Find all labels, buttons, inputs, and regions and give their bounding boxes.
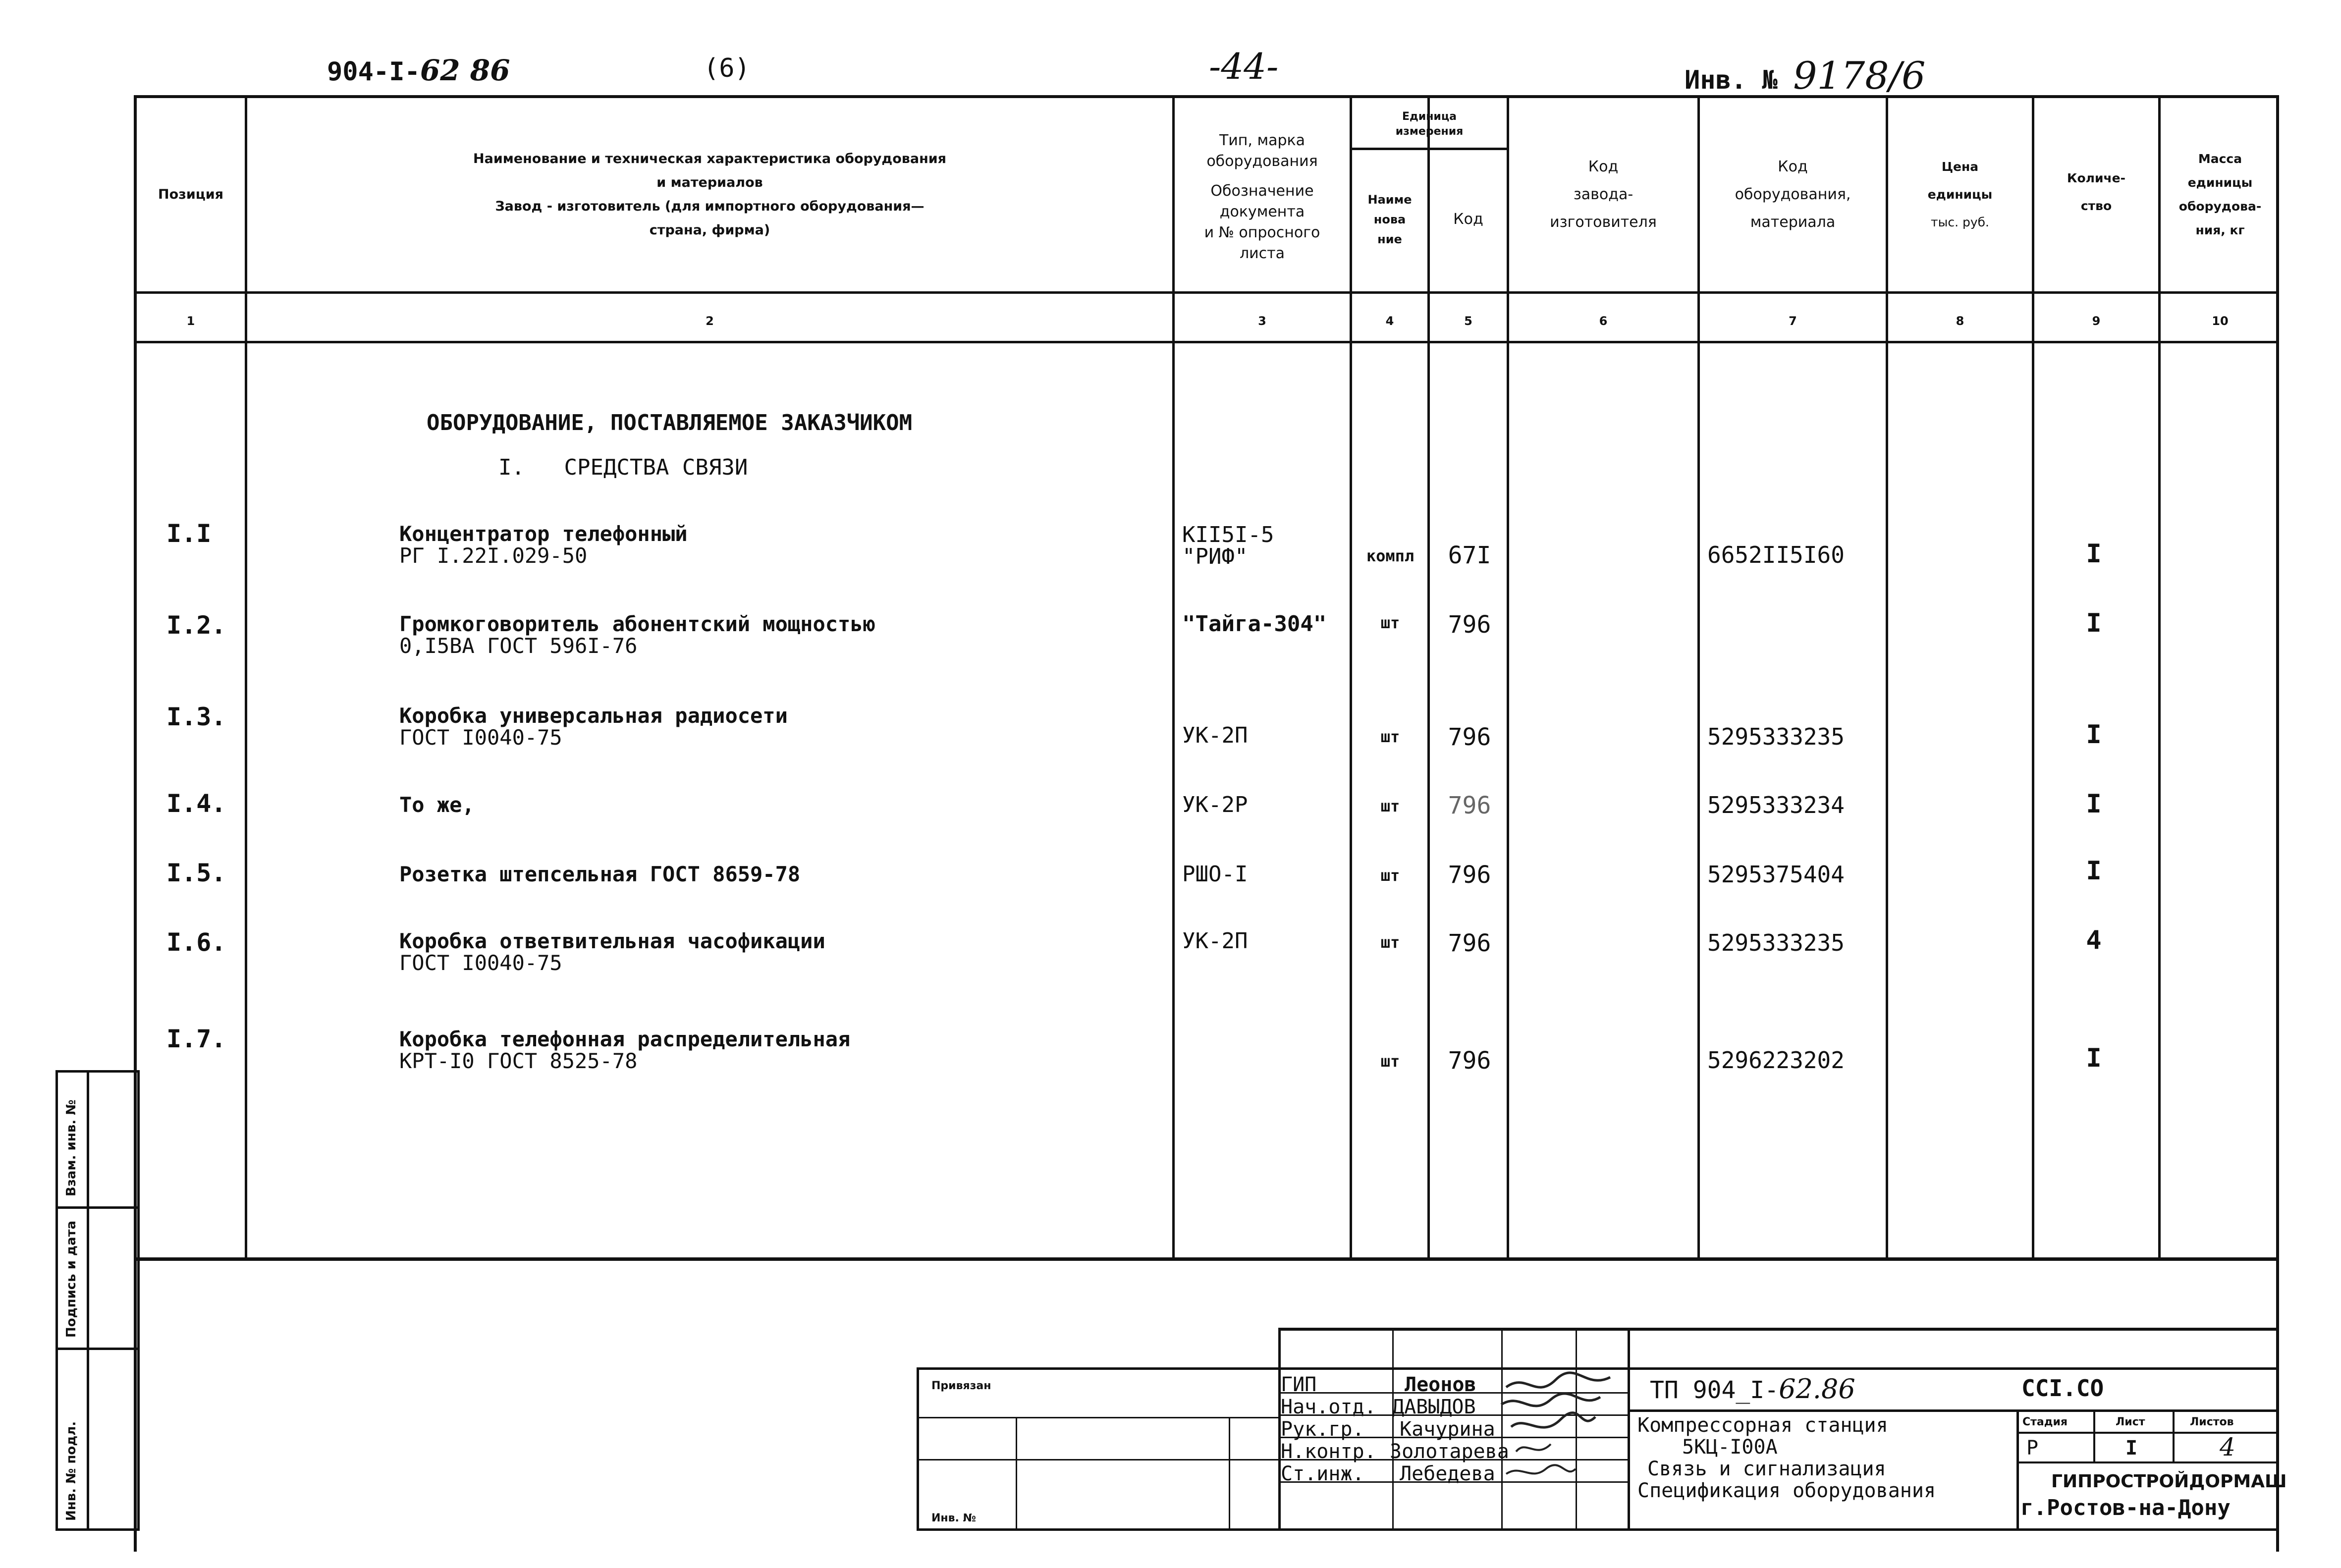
row-name bbox=[399, 523, 688, 567]
row-position: I.7. bbox=[166, 1025, 226, 1053]
row-type bbox=[1182, 794, 1248, 816]
tb-line bbox=[1392, 1328, 1394, 1531]
tb-role-engineer: Ст.инж. bbox=[1281, 1462, 1364, 1485]
header-mass-line: единицы bbox=[2187, 175, 2253, 190]
row-type-line: "РИФ" bbox=[1182, 544, 1248, 569]
row-name bbox=[399, 864, 800, 885]
row-name bbox=[399, 794, 475, 816]
tb-line bbox=[1016, 1417, 1017, 1528]
section-subtitle bbox=[498, 455, 748, 480]
header-type-line: листа bbox=[1239, 245, 1285, 262]
row-type-line: УК-2Р bbox=[1182, 792, 1248, 817]
column-number: 5 bbox=[1464, 314, 1472, 328]
row-type bbox=[1182, 524, 1274, 568]
tb-sheet: I bbox=[2125, 1437, 2138, 1460]
column-number: 7 bbox=[1789, 314, 1797, 328]
row-quantity: I bbox=[2086, 1043, 2102, 1073]
row-equipment-code: 5295375404 bbox=[1707, 861, 1845, 888]
header-unit-name bbox=[1352, 158, 1427, 281]
signature-1 bbox=[1506, 1373, 1610, 1387]
tb-line bbox=[2016, 1432, 2279, 1434]
row-type-line: КII5I-5 bbox=[1182, 522, 1274, 547]
row-name-line: То же, bbox=[399, 793, 475, 817]
tb-line bbox=[917, 1459, 1278, 1460]
section-subtitle-number: I. bbox=[498, 455, 525, 480]
tb-role-group: Рук.гр. bbox=[1281, 1418, 1364, 1441]
header-equipment-code-line: материала bbox=[1750, 214, 1836, 231]
title-block bbox=[917, 1328, 2287, 1531]
header-name-line: Наименование и техническая характеристика оборудования bbox=[473, 151, 946, 166]
row-name-line: Концентратор телефонный bbox=[399, 522, 688, 546]
header-quantity bbox=[2034, 138, 2158, 247]
row-name-line: РГ I.22I.029-50 bbox=[399, 543, 588, 568]
row-type-line: "Тайга-304" bbox=[1182, 611, 1327, 637]
header-position-label: Позиция bbox=[158, 187, 224, 202]
signature-4 bbox=[1516, 1444, 1551, 1452]
header-type-line: и № опросного bbox=[1204, 224, 1320, 241]
row-name-line: Громкоговоритель абонентский мощностью bbox=[399, 612, 875, 636]
row-unit-code: 796 bbox=[1448, 792, 1491, 819]
header-price-line: Цена bbox=[1941, 160, 1979, 174]
header-name-line: и материалов bbox=[656, 175, 763, 190]
header-name-line: Завод - изготовитель (для импортного оборудования— bbox=[495, 199, 925, 214]
header-mass-line: ния, кг bbox=[2195, 223, 2245, 237]
margin-replace-inv: Взам. инв. № bbox=[64, 1099, 79, 1196]
header-unit-line: измерения bbox=[1395, 125, 1464, 138]
tb-name-head: ДАВЫДОВ bbox=[1392, 1396, 1476, 1418]
row-position: I.4. bbox=[166, 789, 226, 818]
row-unit-code: 796 bbox=[1448, 611, 1491, 639]
header-type-line: Тип, марка bbox=[1219, 132, 1306, 149]
tb-project-code-printed: ТП 904_I- bbox=[1650, 1376, 1779, 1404]
row-type-line: УК-2П bbox=[1182, 723, 1248, 748]
tb-name-control: Золотарева bbox=[1390, 1440, 1509, 1463]
tb-privyazan: Привязан bbox=[931, 1380, 991, 1392]
header-unit-name-line: Наиме bbox=[1367, 193, 1412, 207]
tb-line bbox=[2016, 1461, 2279, 1463]
row-type bbox=[1182, 725, 1248, 747]
tb-role-gip: ГИП bbox=[1281, 1373, 1317, 1396]
tb-name-gip: Леонов bbox=[1405, 1373, 1476, 1396]
row-name bbox=[399, 613, 875, 657]
tb-line bbox=[917, 1528, 2279, 1531]
header-mass-line: оборудова- bbox=[2178, 199, 2262, 214]
header-type-line: Обозначение bbox=[1210, 182, 1314, 200]
header-price-line: единицы bbox=[1927, 187, 1993, 202]
signature-5 bbox=[1506, 1465, 1576, 1474]
tb-description bbox=[1637, 1414, 1936, 1502]
tb-org: ГИПРОСТРОЙДОРМАШ bbox=[2051, 1471, 2287, 1492]
row-name-line: Коробка ответвительная часофикации bbox=[399, 929, 825, 953]
tb-line bbox=[917, 1417, 1278, 1418]
header-unit-name-line: ние bbox=[1377, 232, 1402, 246]
row-name-line: Розетка штепсельная ГОСТ 8659-78 bbox=[399, 862, 801, 886]
tb-project-code bbox=[1650, 1373, 1855, 1405]
row-unit: шт bbox=[1380, 797, 1400, 815]
header-mass-line: Масса bbox=[2198, 152, 2242, 166]
row-name-line: КРТ-I0 ГОСТ 8525-78 bbox=[399, 1049, 638, 1073]
row-quantity: I bbox=[2086, 539, 2102, 569]
row-equipment-code: 5295333234 bbox=[1707, 792, 1845, 818]
colnum-bottom-line bbox=[137, 341, 2279, 343]
row-type bbox=[1182, 864, 1248, 885]
sheet-part: (6) bbox=[704, 54, 750, 83]
tb-name-engineer: Лебедева bbox=[1400, 1462, 1495, 1485]
tb-stage: Р bbox=[2026, 1437, 2039, 1460]
header-unit-line: Единица bbox=[1402, 110, 1457, 123]
row-quantity: 4 bbox=[2086, 925, 2102, 955]
tb-line bbox=[2277, 1367, 2279, 1531]
col-divider bbox=[245, 98, 247, 1260]
row-type bbox=[1182, 930, 1248, 952]
tb-stage-label: Стадия bbox=[2022, 1416, 2068, 1428]
tb-line bbox=[2093, 1409, 2095, 1461]
row-unit-code: 796 bbox=[1448, 861, 1491, 889]
signature-3 bbox=[1511, 1413, 1595, 1428]
tb-inv-no: Инв. № bbox=[931, 1512, 977, 1524]
col-divider bbox=[1697, 98, 1700, 1260]
inventory-number bbox=[1685, 54, 1926, 98]
row-name-line: Коробка универсальная радиосети bbox=[399, 703, 788, 728]
row-name bbox=[399, 705, 788, 749]
header-equipment-code-line: оборудования, bbox=[1735, 186, 1851, 203]
header-mass bbox=[2161, 128, 2280, 262]
margin-inv-sub: Инв. № подл. bbox=[64, 1421, 79, 1521]
column-number: 9 bbox=[2092, 314, 2101, 328]
header-type-line: документа bbox=[1219, 203, 1305, 220]
doc-number bbox=[327, 54, 510, 87]
tb-line bbox=[1628, 1409, 2279, 1412]
row-quantity: I bbox=[2086, 608, 2102, 638]
row-position: I.3. bbox=[166, 703, 226, 731]
header-position bbox=[137, 98, 245, 291]
header-maker-code-line: завода- bbox=[1573, 186, 1633, 203]
header-equipment-code bbox=[1700, 128, 1886, 262]
row-unit: компл bbox=[1366, 546, 1415, 565]
header-quantity-line: Количе- bbox=[2067, 171, 2125, 185]
row-unit-code: 796 bbox=[1448, 723, 1491, 751]
row-quantity: I bbox=[2086, 789, 2102, 819]
tb-desc-line: Компрессорная станция bbox=[1637, 1414, 1888, 1437]
tb-desc-line: Спецификация оборудования bbox=[1637, 1479, 1936, 1502]
header-name bbox=[247, 128, 1172, 262]
header-name-line: страна, фирма) bbox=[649, 222, 770, 238]
col-divider bbox=[1507, 98, 1509, 1260]
row-equipment-code: 5295333235 bbox=[1707, 929, 1845, 956]
tb-sheet-label: Лист bbox=[2116, 1416, 2145, 1428]
header-equipment-code-line: Код bbox=[1778, 158, 1808, 175]
row-name bbox=[399, 1028, 850, 1072]
tb-desc-line: Связь и сигнализация bbox=[1647, 1458, 1886, 1480]
margin-sign-date: Подпись и дата bbox=[64, 1220, 79, 1338]
tb-role-control: Н.контр. bbox=[1281, 1440, 1376, 1463]
header-price-line: тыс. руб. bbox=[1931, 215, 1989, 229]
column-number: 10 bbox=[2212, 314, 2229, 328]
row-name-line: 0,I5ВА ГОСТ 596I-76 bbox=[399, 634, 638, 658]
header-unit-name-line: нова bbox=[1373, 213, 1406, 226]
signature-2 bbox=[1501, 1394, 1600, 1406]
header-unit-code bbox=[1430, 158, 1507, 281]
doc-number-printed: 904-I- bbox=[327, 57, 420, 87]
col-divider bbox=[2158, 98, 2161, 1260]
row-unit: шт bbox=[1380, 727, 1400, 746]
tb-line bbox=[2016, 1409, 2019, 1531]
inventory-label: Инв. № bbox=[1685, 65, 1778, 95]
tb-sheet-code: ССI.СО bbox=[2021, 1375, 2104, 1402]
tb-sheets: 4 bbox=[2220, 1433, 2235, 1461]
row-equipment-code: 6652II5I60 bbox=[1707, 541, 1845, 568]
row-type-line: УК-2П bbox=[1182, 928, 1248, 954]
row-position: I.2. bbox=[166, 611, 226, 640]
row-quantity: I bbox=[2086, 720, 2102, 750]
tb-desc-line: 5КЦ-I00А bbox=[1682, 1436, 1778, 1459]
row-name-line: Коробка телефонная распределительная bbox=[399, 1027, 851, 1051]
row-equipment-code: 5296223202 bbox=[1707, 1047, 1845, 1074]
tb-city: г.Ростов-на-Дону bbox=[2020, 1495, 2231, 1520]
col-divider bbox=[1886, 98, 1888, 1260]
tb-line bbox=[2173, 1409, 2175, 1461]
row-name-line: ГОСТ I0040-75 bbox=[399, 725, 562, 750]
header-bottom-line bbox=[137, 291, 2279, 294]
row-unit: шт bbox=[1380, 866, 1400, 885]
column-number: 6 bbox=[1599, 314, 1608, 328]
row-position: I.I bbox=[166, 519, 212, 548]
tb-line bbox=[1229, 1417, 1230, 1528]
row-position: I.5. bbox=[166, 859, 226, 887]
row-unit: шт bbox=[1380, 933, 1400, 952]
header-maker-code bbox=[1509, 128, 1697, 262]
row-quantity: I bbox=[2086, 856, 2102, 886]
inventory-value: 9178/6 bbox=[1793, 54, 1926, 98]
margin-stamp-divider bbox=[87, 1073, 89, 1528]
unit-header-divider bbox=[1350, 148, 1507, 150]
signature-scribbles bbox=[1496, 1370, 1630, 1489]
tb-line bbox=[1278, 1328, 2279, 1331]
row-type-line: РШО-I bbox=[1182, 862, 1248, 887]
page-number: -44- bbox=[1209, 46, 1279, 87]
col-divider bbox=[2032, 98, 2034, 1260]
row-unit-code: 67I bbox=[1448, 541, 1491, 569]
row-equipment-code: 5295333235 bbox=[1707, 723, 1845, 750]
tb-role-head: Нач.отд. bbox=[1281, 1396, 1376, 1418]
column-number: 2 bbox=[706, 314, 714, 328]
header-maker-code-line: изготовителя bbox=[1550, 214, 1657, 231]
row-type bbox=[1182, 613, 1326, 635]
header-unit bbox=[1352, 101, 1507, 148]
row-name bbox=[399, 930, 825, 974]
header-type bbox=[1175, 113, 1350, 281]
header-unit-code-label: Код bbox=[1453, 211, 1483, 228]
header-price bbox=[1888, 128, 2032, 262]
column-number: 1 bbox=[186, 314, 195, 328]
margin-stamp bbox=[55, 1070, 140, 1531]
tb-project-code-handwritten: 62.86 bbox=[1779, 1373, 1855, 1405]
row-position: I.6. bbox=[166, 928, 226, 957]
row-unit: шт bbox=[1380, 1052, 1400, 1071]
column-number: 3 bbox=[1258, 314, 1266, 328]
row-unit-code: 796 bbox=[1448, 1047, 1491, 1075]
row-unit: шт bbox=[1380, 613, 1400, 632]
header-quantity-line: ство bbox=[2080, 199, 2112, 213]
header-maker-code-line: Код bbox=[1588, 158, 1619, 175]
header-type-line: оборудования bbox=[1206, 153, 1318, 170]
doc-number-handwritten: 62 86 bbox=[420, 54, 510, 87]
tb-line bbox=[917, 1367, 919, 1531]
section-subtitle-text: СРЕДСТВА СВЯЗИ bbox=[564, 455, 748, 480]
column-number: 8 bbox=[1956, 314, 1964, 328]
table-bottom-line bbox=[137, 1257, 2279, 1261]
margin-stamp-divider bbox=[58, 1206, 137, 1209]
row-name-line: ГОСТ I0040-75 bbox=[399, 951, 562, 975]
margin-stamp-divider bbox=[58, 1348, 137, 1350]
section-title: ОБОРУДОВАНИЕ, ПОСТАВЛЯЕМОЕ ЗАКАЗЧИКОМ bbox=[427, 410, 913, 435]
row-unit-code: 796 bbox=[1448, 929, 1491, 957]
tb-sheets-label: Листов bbox=[2190, 1416, 2234, 1428]
tb-name-group: Качурина bbox=[1400, 1418, 1495, 1441]
column-number: 4 bbox=[1385, 314, 1394, 328]
